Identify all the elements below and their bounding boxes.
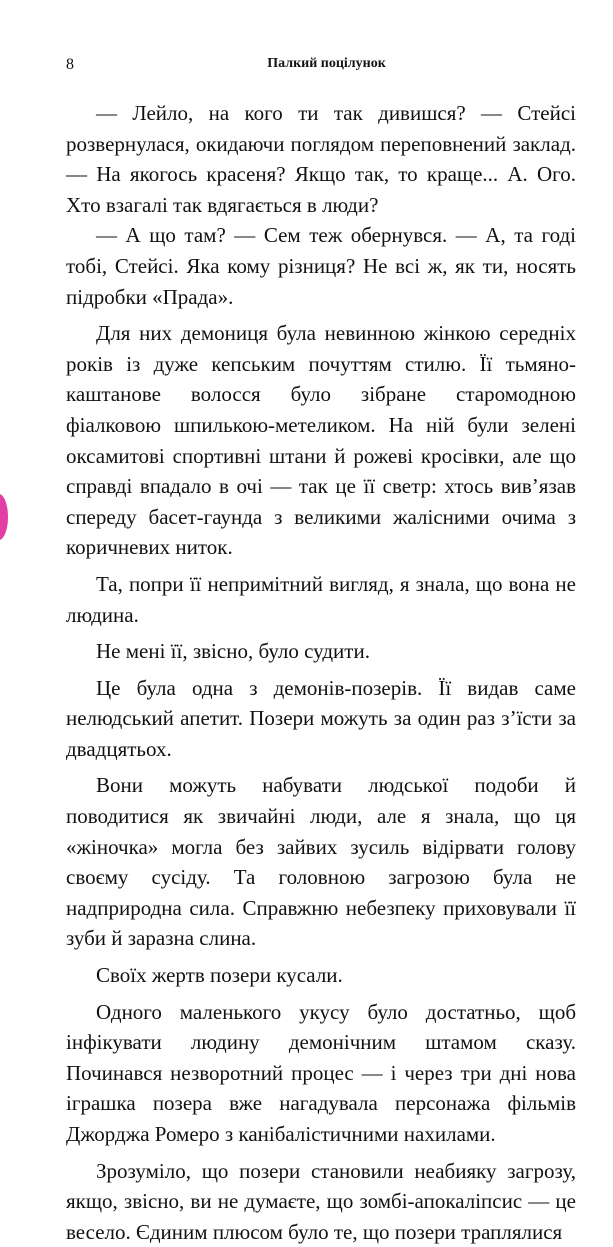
paragraph: Для них демониця була невинною жінкою середніх років із дуже кепським почуттям стилю. Її тьмяно-каштанове волосся було зібране старомодною фіалковою шпилькою-метеликом. На ній були зелені оксамитові спортивні штани й рожеві кросівки, але що справді впадало в очі — так це її светр: хтось вив’язав спереду басет-гаунда з великими жалісними очима з коричневих ниток. [66,321,576,560]
paragraph: Це була одна з демонів-позерів. Її видав саме нелюдський апетит. Позери можуть за один раз з’їсти за двадцятьох. [66,675,576,761]
page-header [0,56,613,80]
paragraph: — А що там? — Сем теж обернувся. — А, та годі тобі, Стейсі. Яка кому різниця? Не всі ж, як ти, носять підробки «Прада». [66,223,576,309]
paragraph: Зрозуміло, що позери становили неабияку загрозу, якщо, звісно, ви не думаєте, що зомбі-апокаліпсис — це весело. Єдиним плюсом було те, що позери траплялися [66,1158,576,1244]
running-title: Палкий поцілунок [267,56,386,71]
page-edge-mark [0,494,8,540]
paragraph: Та, попри її непримітний вигляд, я знала, що вона не людина. [66,571,576,627]
page-number: 8 [66,56,74,73]
paragraph: Своїх жертв позери кусали. [96,963,343,988]
paragraph: — Лейло, на кого ти так дивишся? — Стейсі розвернулася, окидаючи поглядом переповнений заклад. — На якогось красеня? Якщо так, то краще... А. Ого. Хто взагалі так вдягається в люди? [66,101,576,217]
paragraph: Одного маленького укусу було достатньо, щоб інфікувати людину демонічним штамом сказу. Починався незворотний процес — і через три дні нова іграшка позера вже нагадувала персонажа фільмів Джорджа Ромеро з канібалістичними нахилами. [66,999,576,1146]
body-text [66,98,576,1247]
paragraph: Не мені її, звісно, було судити. [96,639,370,664]
paragraph: Вони можуть набувати людської подоби й поводитися як звичайні люди, але я знала, що ця «жіночка» могла без зайвих зусиль відірвати голову своєму сусіду. Та головною загрозою була не надприродна сила. Справжню небезпеку приховували її зуби й заразна слина. [66,773,576,951]
